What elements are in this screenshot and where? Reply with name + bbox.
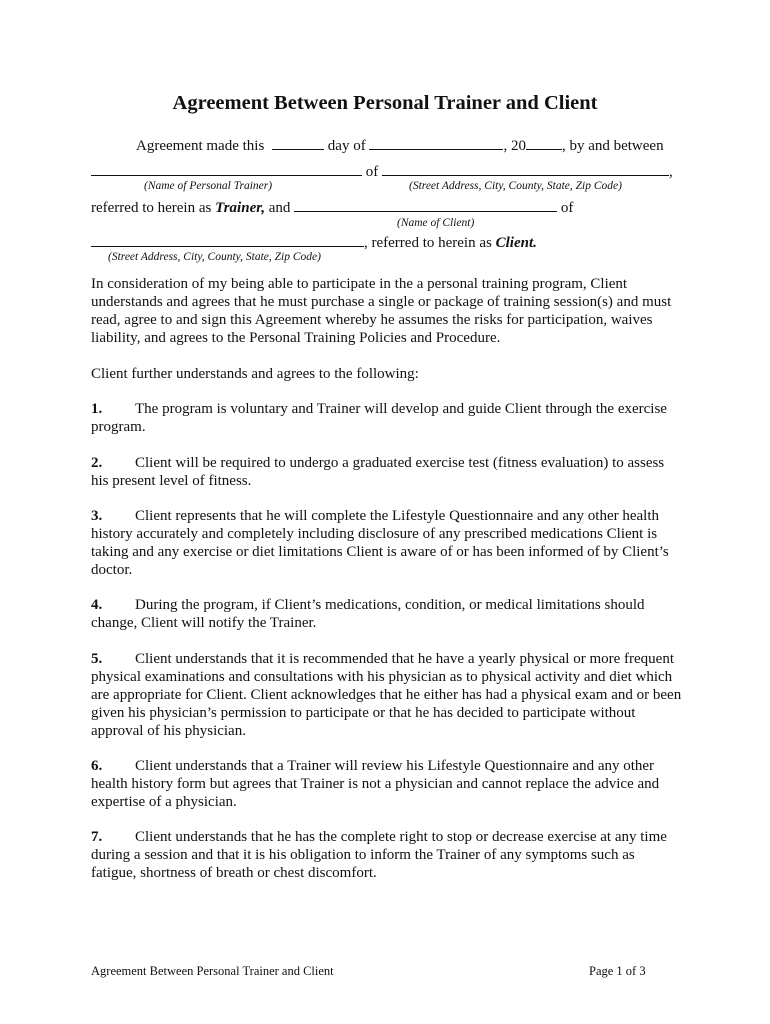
trainer-address-label: (Street Address, City, County, State, Zip Code) <box>409 180 622 192</box>
clause-number: 5. <box>91 651 103 667</box>
clause-number: 2. <box>91 455 103 471</box>
client-address-label: (Street Address, City, County, State, Zip Code) <box>108 251 321 263</box>
of-text-2: of <box>560 200 574 216</box>
clause-number: 6. <box>91 758 103 774</box>
document-title: Agreement Between Personal Trainer and Client <box>172 92 598 114</box>
year-blank[interactable] <box>526 136 562 150</box>
client-address-blank[interactable] <box>91 233 364 247</box>
clause-text: Client represents that he will complete the Lifestyle Questionnaire and any other health history accurately and completely including disclosure of any prescribed medications Client is taking and any exercise or diet limitations Client is aware of or has been informed of by Client’s doctor. <box>91 508 669 578</box>
month-blank[interactable] <box>369 136 503 150</box>
clause-text: During the program, if Client’s medications, condition, or medical limitations should change, Client will notify the Trainer. <box>91 597 645 631</box>
page-number: Page 1 of 3 <box>589 964 646 978</box>
consideration-paragraph: In consideration of my being able to participate in the a personal training program, Client understands and agrees that he must purchase a single or package of training session(s) and must read, agree to and sign this Agreement whereby he assumes the risks for participation, waives liability, and agrees to the Personal Training Policies and Procedure. <box>91 276 672 346</box>
clause-number: 7. <box>91 829 103 845</box>
intro-line-1 <box>136 136 664 155</box>
day-blank[interactable] <box>272 136 324 150</box>
clause-2 <box>91 454 683 490</box>
referred-client-text: , referred to herein as <box>364 235 492 251</box>
trainer-address-blank[interactable] <box>382 162 669 176</box>
footer-title: Agreement Between Personal Trainer and Client <box>91 964 334 978</box>
clause-7 <box>91 828 683 882</box>
client-name-label: (Name of Client) <box>397 217 475 229</box>
client-term: Client. <box>495 235 537 251</box>
clause-1 <box>91 400 683 436</box>
clause-number: 1. <box>91 401 103 417</box>
clause-text: Client understands that it is recommended that he have a yearly physical or more frequent physical examinations and consultations with his physician as to physical activity and diet which are appropriate for Client. Client acknowledges that he either has had a physical exam and or been given his physician’s permission to participate or that he has decided to participate without approval of his physician. <box>91 651 682 739</box>
clause-number: 3. <box>91 508 103 524</box>
further-statement: Client further understands and agrees to the following: <box>91 366 419 382</box>
clause-4 <box>91 596 683 632</box>
made-this-text: Agreement made this <box>136 138 265 154</box>
comma-text: , <box>669 164 673 180</box>
trainer-term: Trainer, <box>215 200 265 216</box>
clause-text: Client understands that he has the complete right to stop or decrease exercise at any time during a session and that it is his obligation to inform the Trainer of any symptoms such as fatigue, shortness of breath or chest discomfort. <box>91 829 667 881</box>
trainer-name-label: (Name of Personal Trainer) <box>144 180 273 192</box>
and-text: and <box>268 200 291 216</box>
client-name-blank[interactable] <box>294 198 557 212</box>
year-prefix-text: , 20 <box>503 138 526 154</box>
referred-prefix-text: referred to herein as <box>91 200 212 216</box>
trainer-name-blank[interactable] <box>91 162 362 176</box>
clause-6 <box>91 757 683 811</box>
clause-5 <box>91 650 683 740</box>
by-and-between-text: , by and between <box>561 138 664 154</box>
of-text: of <box>365 164 379 180</box>
intro-line-3 <box>91 198 573 217</box>
day-of-text: day of <box>327 138 366 154</box>
clause-text: Client will be required to undergo a graduated exercise test (fitness evaluation) to assess his present level of fitness. <box>91 455 665 489</box>
clause-3 <box>91 507 683 579</box>
clause-text: Client understands that a Trainer will review his Lifestyle Questionnaire and any other health history form but agrees that Trainer is not a physician and cannot replace the advice and expertise of a physician. <box>91 758 660 810</box>
clause-number: 4. <box>91 597 103 613</box>
clause-text: The program is voluntary and Trainer will develop and guide Client through the exercise program. <box>91 401 667 435</box>
